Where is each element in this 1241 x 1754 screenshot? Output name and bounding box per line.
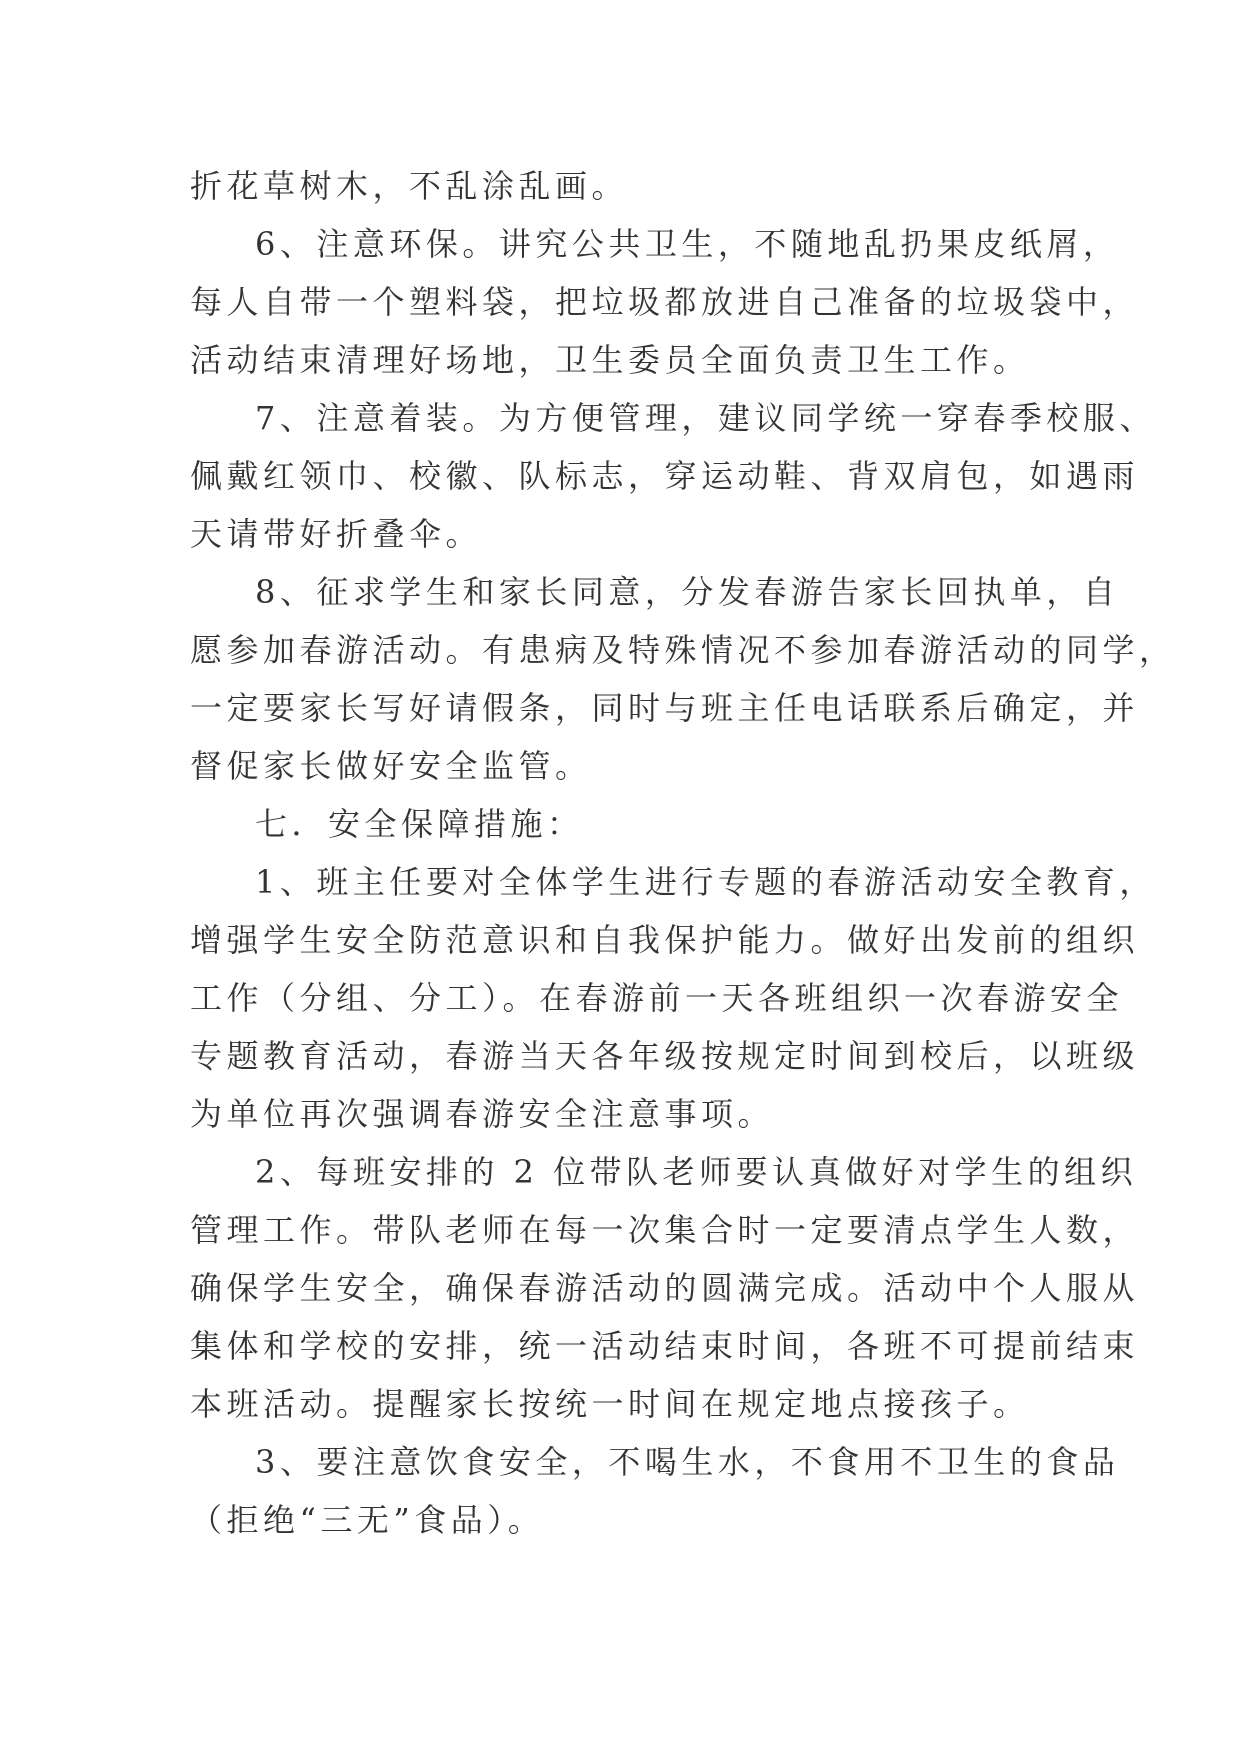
section-heading-safety-measures <box>190 795 1060 853</box>
text-line: 七．安全保障措施： <box>255 805 584 843</box>
text-line: 集体和学校的安排，统一活动结束时间，各班不可提前结束 <box>190 1327 1140 1365</box>
paragraph-measure-2-teachers <box>190 1143 1140 1433</box>
text-line: 为单位再次强调春游安全注意事项。 <box>190 1095 775 1133</box>
text-line: 7、注意着装。为方便管理，建议同学统一穿春季校服、 <box>255 399 1156 437</box>
text-line: 6、注意环保。讲究公共卫生，不随地乱扔果皮纸屑， <box>255 225 1120 263</box>
paragraph-item-7-dress <box>190 389 1156 563</box>
text-line: 2、每班安排的 2 位带队老师要认真做好对学生的组织 <box>255 1153 1138 1191</box>
paragraph-item-6-environment <box>190 215 1140 389</box>
text-line: 管理工作。带队老师在每一次集合时一定要清点学生人数， <box>190 1211 1140 1249</box>
text-line: 天请带好折叠伞。 <box>190 515 483 553</box>
paragraph-measure-3-food <box>190 1433 1120 1549</box>
text-line: 佩戴红领巾、校徽、队标志，穿运动鞋、背双肩包，如遇雨 <box>190 457 1140 495</box>
text-line: 增强学生安全防范意识和自我保护能力。做好出发前的组织 <box>190 921 1140 959</box>
text-line: 每人自带一个塑料袋，把垃圾都放进自己准备的垃圾袋中， <box>190 283 1140 321</box>
paragraph-continuation <box>190 157 1060 215</box>
paragraph-measure-1-education <box>190 853 1156 1143</box>
text-line: 专题教育活动，春游当天各年级按规定时间到校后，以班级 <box>190 1037 1140 1075</box>
text-line: 折花草树木，不乱涂乱画。 <box>190 167 629 205</box>
text-line: 8、征求学生和家长同意，分发春游告家长回执单，自 <box>255 573 1120 611</box>
text-line: 本班活动。提醒家长按统一时间在规定地点接孩子。 <box>190 1385 1030 1423</box>
text-line: 3、要注意饮食安全，不喝生水，不食用不卫生的食品 <box>255 1443 1120 1481</box>
text-line: 活动结束清理好场地，卫生委员全面负责卫生工作。 <box>190 341 1030 379</box>
text-line: 1、班主任要对全体学生进行专题的春游活动安全教育， <box>255 863 1156 901</box>
text-line: （拒绝“三无”食品）。 <box>190 1501 545 1539</box>
document-body <box>190 157 1176 1549</box>
text-line: 确保学生安全，确保春游活动的圆满完成。活动中个人服从 <box>190 1269 1140 1307</box>
text-line: 一定要家长写好请假条，同时与班主任电话联系后确定，并 <box>190 689 1140 727</box>
paragraph-item-8-consent <box>190 563 1176 795</box>
text-line: 工作（分组、分工）。在春游前一天各班组织一次春游安全 <box>190 979 1124 1017</box>
text-line: 督促家长做好安全监管。 <box>190 747 592 785</box>
text-line: 愿参加春游活动。有患病及特殊情况不参加春游活动的同学， <box>190 631 1176 669</box>
